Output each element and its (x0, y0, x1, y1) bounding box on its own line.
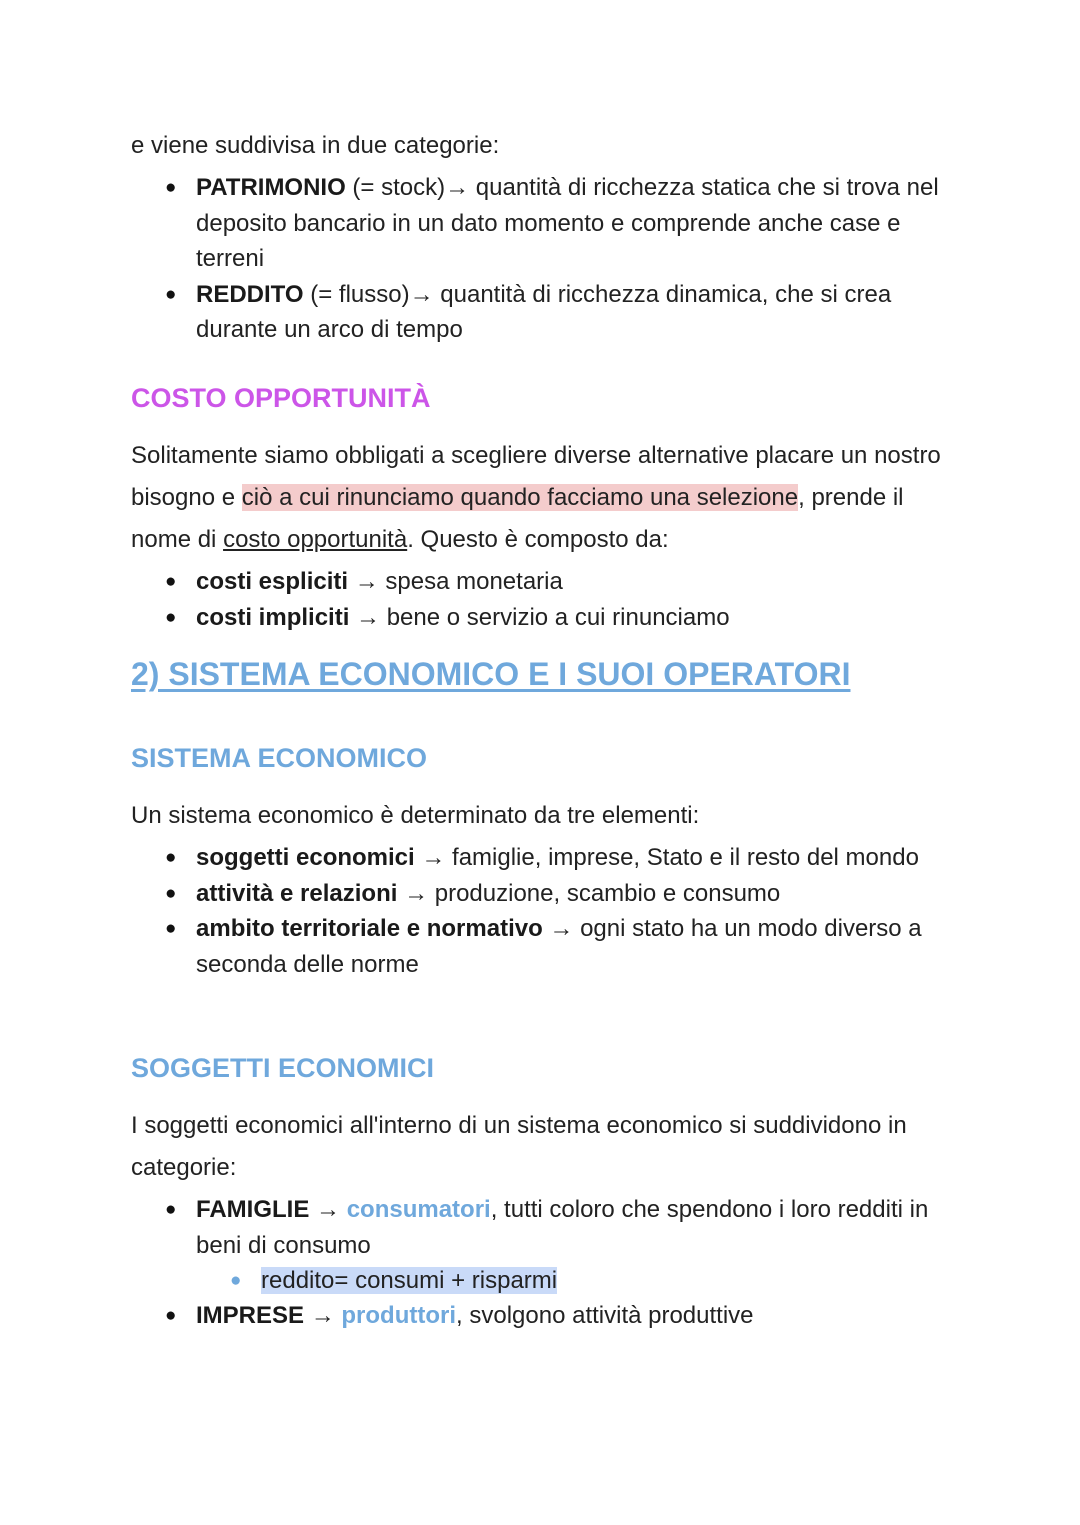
sistema-list (131, 840, 961, 982)
heading-soggetti-economici: SOGGETTI ECONOMICI (131, 1053, 435, 1083)
section-title: 2) SISTEMA ECONOMICO E I SUOI OPERATORI (131, 656, 851, 692)
list-item-patrimonio: ● PATRIMONIO (= stock)→ quantità di ricchezza statica che si trova nel deposito bancario in un dato momento e comprende anche case e terreni (131, 170, 961, 277)
heading-sistema-economico: SISTEMA ECONOMICO (131, 743, 428, 773)
costo-paragraph: Solitamente siamo obbligati a scegliere diverse alternative placare un nostro bisogno e ciò a cui rinunciamo quando facciamo una selezione, prende il nome di costo opportunità. Questo è composto da: (131, 442, 941, 553)
list-item-imprese: ● IMPRESE → produttori, svolgono attività produttive (131, 1298, 961, 1334)
intro-text: e viene suddivisa in due categorie: (131, 132, 500, 159)
list-item-attivita: ● attività e relazioni → produzione, scambio e consumo (131, 876, 961, 912)
soggetti-list (131, 1192, 961, 1334)
role-produttori: produttori (341, 1302, 457, 1329)
list-item-costi-espliciti: ● costi espliciti → spesa monetaria (131, 564, 961, 600)
costi-list (131, 564, 961, 635)
sistema-intro: Un sistema economico è determinato da tre elementi: (131, 802, 700, 829)
list-item-reddito: ● REDDITO (= flusso)→ quantità di ricchezza dinamica, che si crea durante un arco di tempo (131, 277, 961, 348)
underlined-term: costo opportunità (223, 526, 408, 553)
heading-costo-opportunita: COSTO OPPORTUNITÀ (131, 383, 431, 413)
list-item-costi-impliciti: ● costi impliciti → bene o servizio a cui rinunciamo (131, 600, 961, 636)
list-item-soggetti: ● soggetti economici → famiglie, imprese, Stato e il resto del mondo (131, 840, 961, 876)
famiglie-sublist (196, 1263, 961, 1298)
wealth-list (131, 170, 961, 348)
highlight-text: ciò a cui rinunciamo quando facciamo una selezione (241, 484, 799, 511)
list-item-reddito-formula: ● reddito= consumi + risparmi (196, 1263, 961, 1298)
role-consumatori: consumatori (346, 1196, 491, 1223)
list-item-famiglie: ● FAMIGLIE → consumatori, tutti coloro che spendono i loro redditi in beni di consumo ● reddito= consumi + risparmi (131, 1192, 961, 1298)
list-item-ambito: ● ambito territoriale e normativo → ogni stato ha un modo diverso a seconda delle norme (131, 911, 961, 982)
soggetti-intro: I soggetti economici all'interno di un sistema economico si suddividono in categorie: (131, 1112, 907, 1181)
